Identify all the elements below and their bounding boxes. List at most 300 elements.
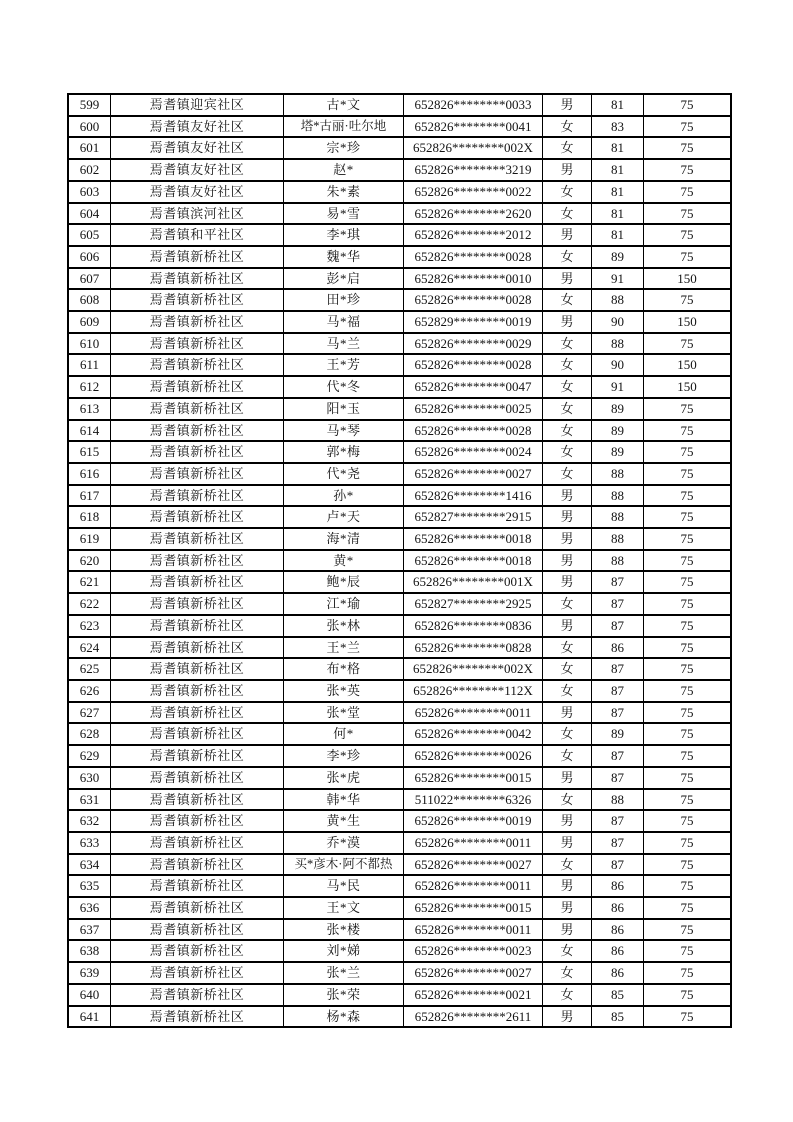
cell-id_number: 652826********0023 bbox=[404, 940, 543, 962]
cell-amount: 75 bbox=[644, 181, 732, 203]
cell-id_number: 652826********0011 bbox=[404, 702, 543, 724]
cell-gender: 男 bbox=[543, 702, 592, 724]
cell-age: 88 bbox=[592, 528, 644, 550]
cell-amount: 75 bbox=[644, 723, 732, 745]
cell-gender: 男 bbox=[543, 268, 592, 290]
cell-index: 633 bbox=[68, 832, 111, 854]
table-row bbox=[68, 854, 731, 876]
cell-name: 易*雪 bbox=[284, 203, 404, 225]
cell-name: 韩*华 bbox=[284, 789, 404, 811]
cell-amount: 75 bbox=[644, 854, 732, 876]
cell-id_number: 652826********0010 bbox=[404, 268, 543, 290]
cell-name: 张*兰 bbox=[284, 962, 404, 984]
cell-community: 焉耆镇和平社区 bbox=[111, 224, 284, 246]
table-row bbox=[68, 919, 731, 941]
cell-name: 江*瑜 bbox=[284, 593, 404, 615]
cell-age: 87 bbox=[592, 593, 644, 615]
cell-age: 81 bbox=[592, 181, 644, 203]
cell-age: 85 bbox=[592, 1006, 644, 1028]
cell-age: 81 bbox=[592, 224, 644, 246]
table-row bbox=[68, 875, 731, 897]
cell-gender: 女 bbox=[543, 420, 592, 442]
cell-community: 焉耆镇新桥社区 bbox=[111, 289, 284, 311]
cell-community: 焉耆镇新桥社区 bbox=[111, 463, 284, 485]
cell-amount: 75 bbox=[644, 919, 732, 941]
cell-age: 87 bbox=[592, 571, 644, 593]
cell-id_number: 652826********0025 bbox=[404, 398, 543, 420]
cell-name: 田*珍 bbox=[284, 289, 404, 311]
cell-age: 89 bbox=[592, 246, 644, 268]
cell-amount: 75 bbox=[644, 159, 732, 181]
cell-community: 焉耆镇新桥社区 bbox=[111, 723, 284, 745]
cell-community: 焉耆镇新桥社区 bbox=[111, 940, 284, 962]
cell-age: 87 bbox=[592, 767, 644, 789]
table-row bbox=[68, 506, 731, 528]
cell-index: 616 bbox=[68, 463, 111, 485]
cell-gender: 女 bbox=[543, 463, 592, 485]
cell-name: 马*福 bbox=[284, 311, 404, 333]
cell-gender: 女 bbox=[543, 289, 592, 311]
cell-amount: 75 bbox=[644, 420, 732, 442]
cell-name: 王*文 bbox=[284, 897, 404, 919]
cell-name: 彭*启 bbox=[284, 268, 404, 290]
cell-id_number: 652826********0041 bbox=[404, 116, 543, 138]
cell-id_number: 652826********0018 bbox=[404, 528, 543, 550]
cell-community: 焉耆镇新桥社区 bbox=[111, 550, 284, 572]
cell-id_number: 652827********2925 bbox=[404, 593, 543, 615]
cell-gender: 女 bbox=[543, 441, 592, 463]
table-row bbox=[68, 398, 731, 420]
cell-index: 599 bbox=[68, 94, 111, 116]
cell-community: 焉耆镇新桥社区 bbox=[111, 637, 284, 659]
cell-index: 634 bbox=[68, 854, 111, 876]
cell-id_number: 652826********0042 bbox=[404, 723, 543, 745]
cell-index: 621 bbox=[68, 571, 111, 593]
cell-age: 88 bbox=[592, 289, 644, 311]
cell-community: 焉耆镇新桥社区 bbox=[111, 789, 284, 811]
cell-index: 607 bbox=[68, 268, 111, 290]
cell-index: 611 bbox=[68, 354, 111, 376]
cell-amount: 75 bbox=[644, 962, 732, 984]
table-row bbox=[68, 680, 731, 702]
cell-gender: 女 bbox=[543, 181, 592, 203]
cell-id_number: 652826********0011 bbox=[404, 919, 543, 941]
cell-index: 622 bbox=[68, 593, 111, 615]
table-row bbox=[68, 116, 731, 138]
cell-id_number: 652826********2620 bbox=[404, 203, 543, 225]
cell-name: 鲍*辰 bbox=[284, 571, 404, 593]
cell-amount: 75 bbox=[644, 528, 732, 550]
cell-age: 90 bbox=[592, 354, 644, 376]
cell-gender: 男 bbox=[543, 875, 592, 897]
cell-name: 代*冬 bbox=[284, 376, 404, 398]
cell-id_number: 652826********0015 bbox=[404, 897, 543, 919]
cell-amount: 75 bbox=[644, 94, 732, 116]
cell-index: 635 bbox=[68, 875, 111, 897]
cell-gender: 男 bbox=[543, 832, 592, 854]
cell-index: 600 bbox=[68, 116, 111, 138]
cell-id_number: 652826********0027 bbox=[404, 854, 543, 876]
cell-amount: 75 bbox=[644, 485, 732, 507]
cell-id_number: 652826********3219 bbox=[404, 159, 543, 181]
cell-index: 602 bbox=[68, 159, 111, 181]
cell-age: 88 bbox=[592, 550, 644, 572]
cell-amount: 75 bbox=[644, 702, 732, 724]
table-row bbox=[68, 246, 731, 268]
cell-community: 焉耆镇新桥社区 bbox=[111, 658, 284, 680]
cell-community: 焉耆镇新桥社区 bbox=[111, 962, 284, 984]
cell-name: 李*琪 bbox=[284, 224, 404, 246]
cell-age: 86 bbox=[592, 919, 644, 941]
cell-id_number: 652826********0028 bbox=[404, 289, 543, 311]
cell-index: 601 bbox=[68, 137, 111, 159]
cell-name: 张*楼 bbox=[284, 919, 404, 941]
cell-name: 海*清 bbox=[284, 528, 404, 550]
cell-index: 614 bbox=[68, 420, 111, 442]
cell-age: 90 bbox=[592, 311, 644, 333]
cell-gender: 女 bbox=[543, 940, 592, 962]
cell-id_number: 652826********0047 bbox=[404, 376, 543, 398]
cell-community: 焉耆镇迎宾社区 bbox=[111, 94, 284, 116]
cell-gender: 女 bbox=[543, 593, 592, 615]
cell-community: 焉耆镇新桥社区 bbox=[111, 810, 284, 832]
cell-index: 618 bbox=[68, 506, 111, 528]
cell-name: 乔*漠 bbox=[284, 832, 404, 854]
cell-id_number: 652829********0019 bbox=[404, 311, 543, 333]
cell-community: 焉耆镇滨河社区 bbox=[111, 203, 284, 225]
table-row bbox=[68, 550, 731, 572]
cell-id_number: 652826********0828 bbox=[404, 637, 543, 659]
cell-amount: 75 bbox=[644, 333, 732, 355]
cell-name: 赵* bbox=[284, 159, 404, 181]
cell-index: 629 bbox=[68, 745, 111, 767]
cell-id_number: 652826********0028 bbox=[404, 354, 543, 376]
cell-name: 卢*天 bbox=[284, 506, 404, 528]
cell-age: 81 bbox=[592, 159, 644, 181]
cell-amount: 75 bbox=[644, 398, 732, 420]
cell-gender: 女 bbox=[543, 745, 592, 767]
cell-name: 布*格 bbox=[284, 658, 404, 680]
cell-index: 624 bbox=[68, 637, 111, 659]
table-row bbox=[68, 463, 731, 485]
cell-community: 焉耆镇友好社区 bbox=[111, 181, 284, 203]
cell-index: 619 bbox=[68, 528, 111, 550]
cell-gender: 男 bbox=[543, 159, 592, 181]
cell-age: 81 bbox=[592, 203, 644, 225]
table-row bbox=[68, 159, 731, 181]
cell-community: 焉耆镇新桥社区 bbox=[111, 767, 284, 789]
cell-id_number: 652826********0019 bbox=[404, 810, 543, 832]
table-row bbox=[68, 311, 731, 333]
cell-id_number: 652826********2012 bbox=[404, 224, 543, 246]
cell-name: 马*琴 bbox=[284, 420, 404, 442]
cell-community: 焉耆镇新桥社区 bbox=[111, 875, 284, 897]
cell-age: 86 bbox=[592, 940, 644, 962]
cell-age: 88 bbox=[592, 333, 644, 355]
cell-gender: 男 bbox=[543, 919, 592, 941]
cell-community: 焉耆镇新桥社区 bbox=[111, 333, 284, 355]
cell-id_number: 652826********0836 bbox=[404, 615, 543, 637]
cell-index: 608 bbox=[68, 289, 111, 311]
cell-community: 焉耆镇新桥社区 bbox=[111, 615, 284, 637]
cell-age: 87 bbox=[592, 702, 644, 724]
cell-id_number: 652826********0026 bbox=[404, 745, 543, 767]
cell-name: 代*尧 bbox=[284, 463, 404, 485]
cell-gender: 女 bbox=[543, 116, 592, 138]
cell-age: 87 bbox=[592, 810, 644, 832]
cell-index: 626 bbox=[68, 680, 111, 702]
cell-name: 塔*古丽·吐尔地 bbox=[284, 116, 404, 138]
table-row bbox=[68, 723, 731, 745]
cell-age: 81 bbox=[592, 137, 644, 159]
cell-amount: 75 bbox=[644, 745, 732, 767]
cell-index: 620 bbox=[68, 550, 111, 572]
cell-age: 87 bbox=[592, 745, 644, 767]
table-row bbox=[68, 94, 731, 116]
cell-amount: 75 bbox=[644, 789, 732, 811]
cell-amount: 75 bbox=[644, 875, 732, 897]
cell-amount: 75 bbox=[644, 615, 732, 637]
cell-age: 89 bbox=[592, 723, 644, 745]
cell-id_number: 652826********0021 bbox=[404, 984, 543, 1006]
table-row bbox=[68, 658, 731, 680]
cell-id_number: 652826********0024 bbox=[404, 441, 543, 463]
cell-name: 张*英 bbox=[284, 680, 404, 702]
table-row bbox=[68, 137, 731, 159]
cell-community: 焉耆镇新桥社区 bbox=[111, 268, 284, 290]
cell-gender: 女 bbox=[543, 658, 592, 680]
cell-id_number: 652826********0033 bbox=[404, 94, 543, 116]
cell-name: 朱*素 bbox=[284, 181, 404, 203]
table-row bbox=[68, 203, 731, 225]
cell-id_number: 652826********002X bbox=[404, 658, 543, 680]
cell-name: 宗*珍 bbox=[284, 137, 404, 159]
cell-index: 606 bbox=[68, 246, 111, 268]
cell-index: 609 bbox=[68, 311, 111, 333]
cell-community: 焉耆镇友好社区 bbox=[111, 116, 284, 138]
cell-community: 焉耆镇新桥社区 bbox=[111, 528, 284, 550]
cell-index: 637 bbox=[68, 919, 111, 941]
cell-amount: 75 bbox=[644, 246, 732, 268]
cell-gender: 女 bbox=[543, 376, 592, 398]
cell-name: 阳*玉 bbox=[284, 398, 404, 420]
cell-community: 焉耆镇新桥社区 bbox=[111, 246, 284, 268]
cell-amount: 75 bbox=[644, 637, 732, 659]
cell-gender: 男 bbox=[543, 224, 592, 246]
cell-gender: 男 bbox=[543, 528, 592, 550]
cell-name: 张*林 bbox=[284, 615, 404, 637]
table-row bbox=[68, 268, 731, 290]
cell-id_number: 652827********2915 bbox=[404, 506, 543, 528]
table-row bbox=[68, 897, 731, 919]
cell-gender: 女 bbox=[543, 723, 592, 745]
table-row bbox=[68, 181, 731, 203]
cell-id_number: 652826********112X bbox=[404, 680, 543, 702]
cell-name: 王*芳 bbox=[284, 354, 404, 376]
table-row bbox=[68, 832, 731, 854]
cell-gender: 女 bbox=[543, 854, 592, 876]
cell-name: 王*兰 bbox=[284, 637, 404, 659]
cell-community: 焉耆镇新桥社区 bbox=[111, 897, 284, 919]
table-row bbox=[68, 224, 731, 246]
cell-gender: 男 bbox=[543, 615, 592, 637]
cell-index: 612 bbox=[68, 376, 111, 398]
cell-name: 刘*娣 bbox=[284, 940, 404, 962]
cell-gender: 女 bbox=[543, 637, 592, 659]
cell-name: 孙* bbox=[284, 485, 404, 507]
cell-index: 617 bbox=[68, 485, 111, 507]
cell-index: 623 bbox=[68, 615, 111, 637]
cell-id_number: 652826********1416 bbox=[404, 485, 543, 507]
table-row bbox=[68, 1006, 731, 1028]
cell-community: 焉耆镇新桥社区 bbox=[111, 702, 284, 724]
cell-amount: 75 bbox=[644, 116, 732, 138]
cell-name: 李*珍 bbox=[284, 745, 404, 767]
cell-gender: 女 bbox=[543, 962, 592, 984]
table-row bbox=[68, 333, 731, 355]
cell-age: 87 bbox=[592, 832, 644, 854]
cell-age: 83 bbox=[592, 116, 644, 138]
cell-amount: 75 bbox=[644, 767, 732, 789]
cell-id_number: 652826********0015 bbox=[404, 767, 543, 789]
cell-index: 640 bbox=[68, 984, 111, 1006]
cell-gender: 男 bbox=[543, 550, 592, 572]
cell-name: 张*堂 bbox=[284, 702, 404, 724]
cell-community: 焉耆镇新桥社区 bbox=[111, 311, 284, 333]
cell-gender: 女 bbox=[543, 354, 592, 376]
cell-gender: 男 bbox=[543, 311, 592, 333]
cell-age: 86 bbox=[592, 637, 644, 659]
cell-amount: 75 bbox=[644, 832, 732, 854]
cell-id_number: 652826********0028 bbox=[404, 420, 543, 442]
table-row bbox=[68, 810, 731, 832]
cell-index: 627 bbox=[68, 702, 111, 724]
cell-community: 焉耆镇新桥社区 bbox=[111, 420, 284, 442]
cell-age: 86 bbox=[592, 897, 644, 919]
cell-index: 610 bbox=[68, 333, 111, 355]
cell-gender: 男 bbox=[543, 897, 592, 919]
table-row bbox=[68, 528, 731, 550]
cell-gender: 男 bbox=[543, 94, 592, 116]
cell-name: 黄*生 bbox=[284, 810, 404, 832]
cell-community: 焉耆镇新桥社区 bbox=[111, 984, 284, 1006]
table-row bbox=[68, 962, 731, 984]
table-row bbox=[68, 702, 731, 724]
cell-index: 632 bbox=[68, 810, 111, 832]
cell-gender: 男 bbox=[543, 571, 592, 593]
cell-index: 631 bbox=[68, 789, 111, 811]
cell-index: 604 bbox=[68, 203, 111, 225]
cell-id_number: 652826********0011 bbox=[404, 875, 543, 897]
cell-amount: 75 bbox=[644, 463, 732, 485]
cell-amount: 75 bbox=[644, 571, 732, 593]
cell-amount: 75 bbox=[644, 506, 732, 528]
cell-community: 焉耆镇新桥社区 bbox=[111, 485, 284, 507]
table-row bbox=[68, 441, 731, 463]
cell-gender: 男 bbox=[543, 485, 592, 507]
table-body bbox=[68, 94, 731, 1027]
cell-age: 89 bbox=[592, 420, 644, 442]
cell-age: 88 bbox=[592, 463, 644, 485]
cell-amount: 75 bbox=[644, 137, 732, 159]
cell-community: 焉耆镇新桥社区 bbox=[111, 571, 284, 593]
cell-id_number: 652826********0018 bbox=[404, 550, 543, 572]
table-row bbox=[68, 984, 731, 1006]
cell-id_number: 652826********0011 bbox=[404, 832, 543, 854]
table-row bbox=[68, 767, 731, 789]
cell-index: 615 bbox=[68, 441, 111, 463]
cell-gender: 女 bbox=[543, 333, 592, 355]
cell-amount: 150 bbox=[644, 311, 732, 333]
table-row bbox=[68, 615, 731, 637]
cell-id_number: 652826********2611 bbox=[404, 1006, 543, 1028]
cell-amount: 75 bbox=[644, 940, 732, 962]
cell-index: 638 bbox=[68, 940, 111, 962]
cell-amount: 75 bbox=[644, 550, 732, 572]
cell-gender: 女 bbox=[543, 203, 592, 225]
cell-community: 焉耆镇友好社区 bbox=[111, 137, 284, 159]
cell-name: 张*虎 bbox=[284, 767, 404, 789]
cell-age: 87 bbox=[592, 615, 644, 637]
cell-community: 焉耆镇新桥社区 bbox=[111, 745, 284, 767]
cell-id_number: 652826********0027 bbox=[404, 463, 543, 485]
beneficiary-table bbox=[67, 93, 732, 1028]
table-row bbox=[68, 940, 731, 962]
cell-id_number: 652826********002X bbox=[404, 137, 543, 159]
cell-community: 焉耆镇新桥社区 bbox=[111, 593, 284, 615]
cell-age: 91 bbox=[592, 268, 644, 290]
cell-gender: 女 bbox=[543, 680, 592, 702]
cell-name: 张*荣 bbox=[284, 984, 404, 1006]
cell-name: 何* bbox=[284, 723, 404, 745]
cell-name: 马*民 bbox=[284, 875, 404, 897]
table-row bbox=[68, 571, 731, 593]
cell-name: 买*彦木·阿不都热 bbox=[284, 854, 404, 876]
cell-amount: 75 bbox=[644, 984, 732, 1006]
cell-age: 89 bbox=[592, 398, 644, 420]
cell-amount: 75 bbox=[644, 289, 732, 311]
cell-id_number: 511022********6326 bbox=[404, 789, 543, 811]
cell-gender: 女 bbox=[543, 984, 592, 1006]
cell-community: 焉耆镇新桥社区 bbox=[111, 376, 284, 398]
table-row bbox=[68, 593, 731, 615]
cell-amount: 75 bbox=[644, 593, 732, 615]
cell-gender: 男 bbox=[543, 810, 592, 832]
cell-amount: 150 bbox=[644, 268, 732, 290]
cell-index: 625 bbox=[68, 658, 111, 680]
cell-index: 613 bbox=[68, 398, 111, 420]
cell-community: 焉耆镇新桥社区 bbox=[111, 398, 284, 420]
cell-amount: 75 bbox=[644, 1006, 732, 1028]
cell-name: 杨*森 bbox=[284, 1006, 404, 1028]
cell-id_number: 652826********0028 bbox=[404, 246, 543, 268]
cell-gender: 女 bbox=[543, 789, 592, 811]
cell-amount: 75 bbox=[644, 203, 732, 225]
cell-gender: 女 bbox=[543, 137, 592, 159]
cell-age: 87 bbox=[592, 854, 644, 876]
cell-amount: 75 bbox=[644, 441, 732, 463]
cell-age: 91 bbox=[592, 376, 644, 398]
table-row bbox=[68, 637, 731, 659]
table-row bbox=[68, 354, 731, 376]
cell-name: 黄* bbox=[284, 550, 404, 572]
cell-age: 87 bbox=[592, 658, 644, 680]
cell-community: 焉耆镇新桥社区 bbox=[111, 854, 284, 876]
cell-amount: 150 bbox=[644, 354, 732, 376]
cell-index: 628 bbox=[68, 723, 111, 745]
table-row bbox=[68, 745, 731, 767]
table-row bbox=[68, 420, 731, 442]
